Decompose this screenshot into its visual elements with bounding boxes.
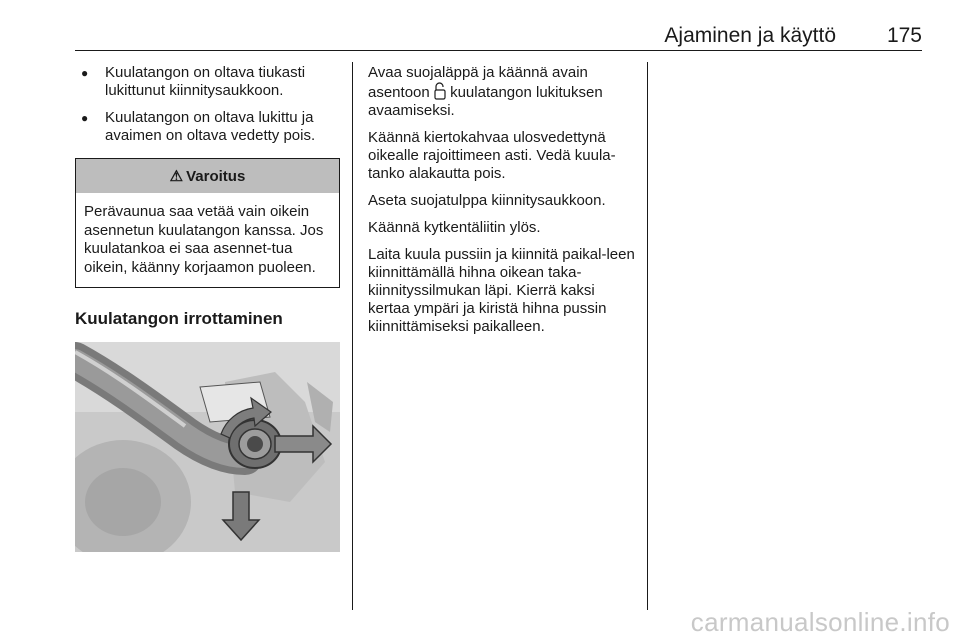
paragraph: Käännä kytkentäliitin ylös. <box>368 219 541 236</box>
bullet-item: ● Kuulatangon on oltava lukittu ja avaimen on oltava vedetty pois. <box>75 109 340 145</box>
chapter-title: Ajaminen ja käyttö <box>664 24 836 47</box>
section-heading: Kuulatangon irrottaminen <box>75 309 283 328</box>
towbar-illustration-svg <box>75 342 340 552</box>
watermark: carmanualsonline.info <box>690 607 950 637</box>
page-number: 175 <box>886 24 922 47</box>
warning-title: Varoitus <box>186 168 246 185</box>
paragraph: Aseta suojatulppa kiinnitysaukkoon. <box>368 192 606 209</box>
paragraph: Laita kuula pussiin ja kiinnitä paikal-leen kiinnittämällä hihna oikean taka-kiinnityssilmukan läpi. Kierrä kaksi kertaa ympäri ja kiristä hihna pussin kiinnittämiseksi paikalleen. <box>368 246 635 335</box>
column-divider-left <box>352 62 353 610</box>
unlock-icon <box>434 82 446 100</box>
warning-triangle-icon: ⚠ <box>169 168 184 185</box>
header-rule <box>75 50 922 51</box>
paragraph-text: kuulatangon lukituksen avaamiseksi. <box>368 84 603 119</box>
paragraph-unlock <box>368 64 638 120</box>
warning-box <box>75 158 340 288</box>
bullet-item: ● Kuulatangon on oltava tiukasti lukittunut kiinnitysaukkoon. <box>75 64 340 100</box>
warning-header <box>76 159 339 193</box>
paragraph-text: Avaa suojaläppä ja käännä avain asentoon <box>368 64 588 101</box>
towbar-removal-illustration <box>75 342 340 552</box>
column-divider-right <box>647 62 648 610</box>
warning-text: Perävaunua saa vetää vain oikein asennetun kuulatangon kanssa. Jos kuulatankoa ei saa asennet-tua oikein, käänny korjaamon puoleen. <box>84 203 324 276</box>
paragraph: Käännä kiertokahvaa ulosvedettynä oikealle rajoittimeen asti. Vedä kuula-tanko alakautta pois. <box>368 129 616 182</box>
left-column <box>75 64 340 552</box>
page-header <box>77 24 922 50</box>
bullet-list <box>75 64 340 145</box>
right-column <box>368 64 638 345</box>
